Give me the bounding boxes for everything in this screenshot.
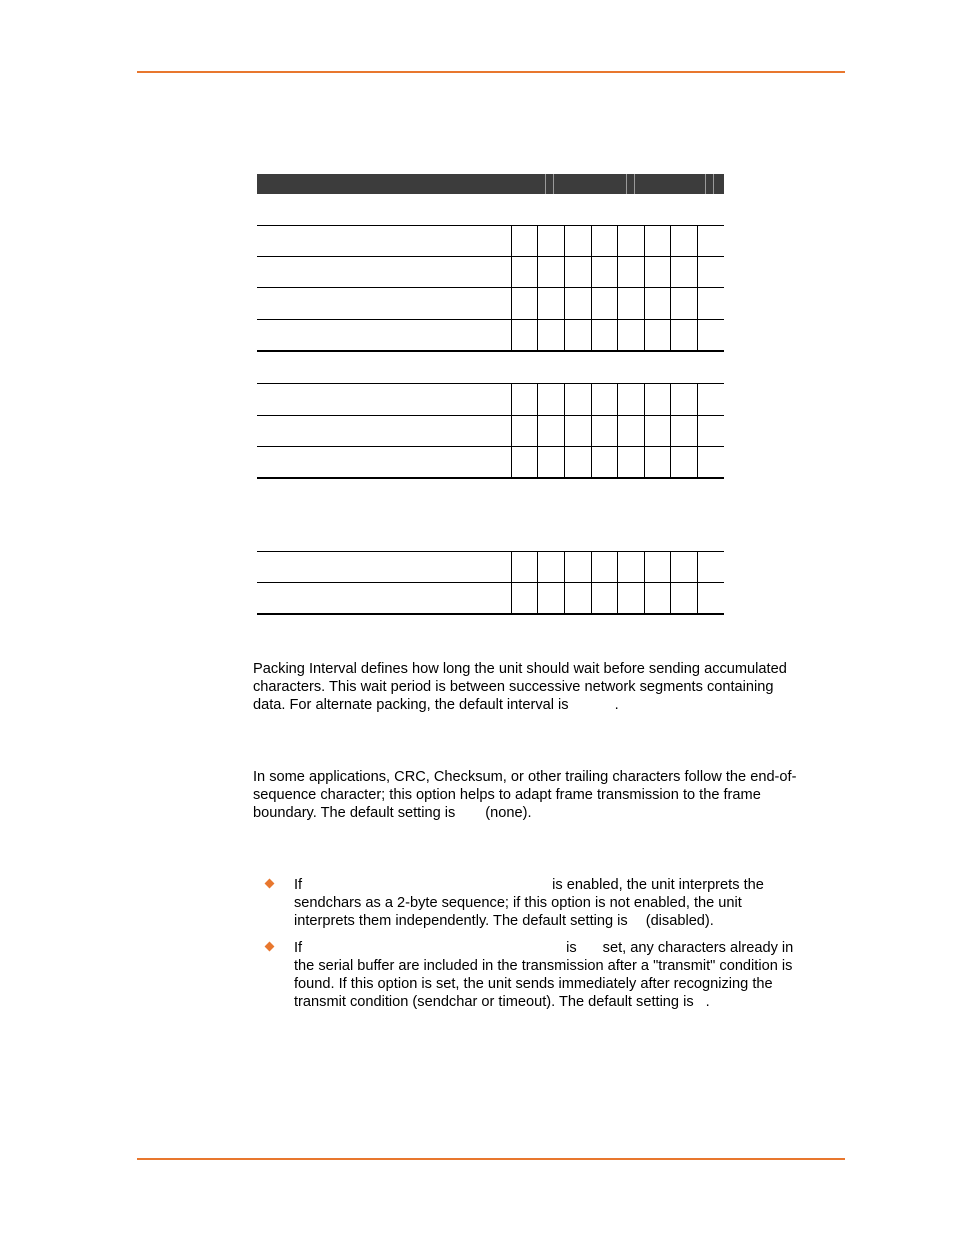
- list-item-text: transmit condition (sendchar or timeout). The default setting is: [294, 994, 694, 1010]
- packing-interval-paragraph: [253, 660, 838, 714]
- paragraph-line: characters. This wait period is between successive network segments containing: [253, 679, 774, 695]
- trailing-characters-paragraph: [253, 768, 838, 822]
- list-item-line: sendchars as a 2-byte sequence; if this option is not enabled, the unit: [294, 895, 742, 911]
- paragraph-line: [253, 696, 838, 714]
- list-item-text: is enabled, the unit interprets the: [552, 877, 764, 893]
- header-divider: [626, 174, 627, 194]
- header-divider: [553, 174, 554, 194]
- paragraph-text: (none).: [485, 805, 532, 821]
- table-row: [257, 256, 724, 288]
- header-divider: [705, 174, 706, 194]
- table-group-divider: [257, 477, 724, 479]
- list-item-text: If: [294, 877, 303, 893]
- table-row: [257, 582, 724, 614]
- list-item-text: set, any characters already in: [602, 940, 794, 956]
- table-group-divider: [257, 613, 724, 615]
- list-item-line: found. If this option is set, the unit sends immediately after recognizing the: [294, 976, 773, 992]
- table-row: [257, 446, 724, 478]
- list-item-line: [294, 876, 834, 894]
- table-header-bar: [257, 174, 724, 194]
- list-item-text: .: [705, 994, 710, 1010]
- list-item-line: the serial buffer are included in the transmission after a "transmit" condition is: [294, 958, 793, 974]
- paragraph-line: [253, 804, 838, 822]
- table-row: [257, 551, 724, 583]
- paragraph-text: boundary. The default setting is: [253, 805, 456, 821]
- paragraph-line: sequence character; this option helps to adapt frame transmission to the frame: [253, 787, 761, 803]
- table-row: [257, 415, 724, 447]
- list-item-line: [294, 939, 834, 957]
- paragraph-text: data. For alternate packing, the default interval is: [253, 697, 569, 713]
- paragraph-line: In some applications, CRC, Checksum, or other trailing characters follow the end-of-: [253, 769, 797, 785]
- header-rule: [137, 71, 845, 73]
- header-divider: [545, 174, 546, 194]
- table-row: [257, 225, 724, 257]
- list-item-text: is: [566, 940, 577, 956]
- table-group-divider: [257, 350, 724, 352]
- diamond-bullet-icon: [265, 879, 275, 889]
- list-item-line: [294, 993, 834, 1011]
- paragraph-line: Packing Interval defines how long the unit should wait before sending accumulated: [253, 661, 787, 677]
- table-row: [257, 319, 724, 351]
- paragraph-text: .: [614, 697, 619, 713]
- header-divider: [713, 174, 714, 194]
- header-divider: [634, 174, 635, 194]
- list-item-text: (disabled).: [645, 913, 714, 929]
- diamond-bullet-icon: [265, 942, 275, 952]
- list-item-text: If: [294, 940, 303, 956]
- table-row: [257, 287, 724, 320]
- list-item-line: [294, 912, 834, 930]
- footer-rule: [137, 1158, 845, 1160]
- list-item-text: interprets them independently. The default setting is: [294, 913, 628, 929]
- table-row: [257, 383, 724, 416]
